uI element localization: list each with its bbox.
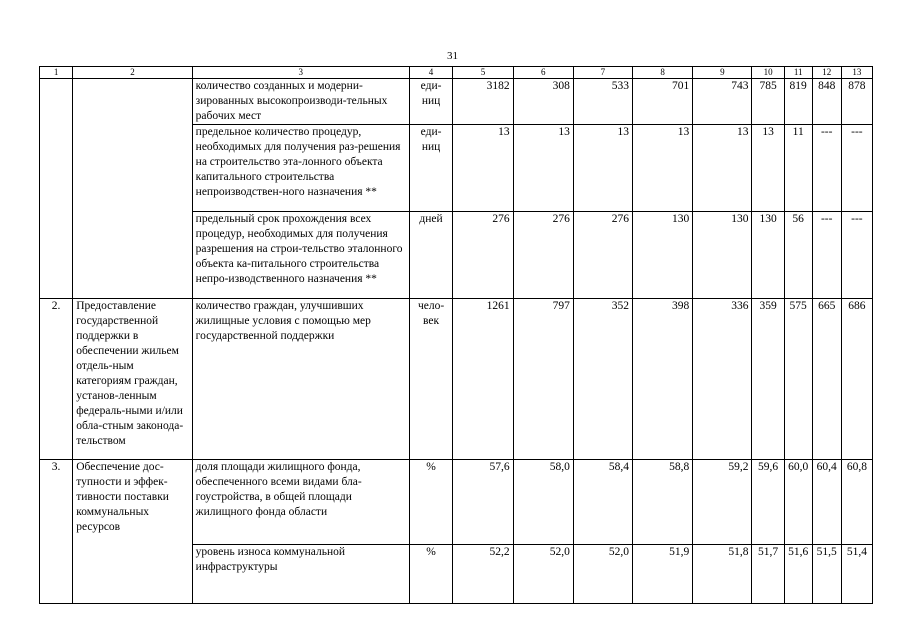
indicators-table (39, 66, 873, 604)
value-cell: --- (841, 125, 872, 212)
value-cell: 276 (453, 212, 513, 299)
value-cell: 797 (513, 299, 573, 460)
value-cell: 398 (633, 299, 693, 460)
value-cell: 60,4 (812, 460, 841, 545)
row-number: 3. (40, 460, 73, 604)
goal-cell: Предоставление государственной поддержки в обеспечении жильем отдель-ным категориям граждан, установ-ленным федераль-ными и/или обла-стным законода-тельством (73, 299, 192, 460)
header-cell: 3 (192, 67, 409, 79)
header-cell: 13 (841, 67, 872, 79)
header-cell: 2 (73, 67, 192, 79)
table-row (40, 460, 873, 545)
value-cell: 59,6 (752, 460, 784, 545)
value-cell: 59,2 (693, 460, 752, 545)
header-cell: 7 (573, 67, 632, 79)
value-cell: 51,8 (693, 545, 752, 604)
value-cell: 58,0 (513, 460, 573, 545)
value-cell: 819 (784, 79, 812, 125)
value-cell: 785 (752, 79, 784, 125)
value-cell: 701 (633, 79, 693, 125)
header-cell: 11 (784, 67, 812, 79)
value-cell: 52,2 (453, 545, 513, 604)
unit-cell: чело-век (409, 299, 453, 460)
table-row (40, 299, 873, 460)
header-cell: 12 (812, 67, 841, 79)
indicator-cell: предельное количество процедур, необходимых для получения раз-решения на строительство эта-лонного объекта капитального строительства непроизводствен-ного назначения ** (192, 125, 409, 212)
value-cell: 13 (633, 125, 693, 212)
value-cell: 13 (453, 125, 513, 212)
value-cell: 359 (752, 299, 784, 460)
goal-cell: Обеспечение дос-тупности и эффек-тивности поставки коммунальных ресурсов (73, 460, 192, 604)
value-cell: 13 (573, 125, 632, 212)
value-cell: 51,7 (752, 545, 784, 604)
value-cell: --- (812, 212, 841, 299)
header-cell: 1 (40, 67, 73, 79)
indicator-cell: предельный срок прохождения всех процедур, необходимых для получения разрешения на строи-тельство эталонного объекта ка-питального строительства непро-изводственного назначения ** (192, 212, 409, 299)
header-cell: 8 (633, 67, 693, 79)
value-cell: 1261 (453, 299, 513, 460)
unit-cell: % (409, 545, 453, 604)
indicator-cell: уровень износа коммунальной инфраструктуры (192, 545, 409, 604)
value-cell: 3182 (453, 79, 513, 125)
value-cell: 58,4 (573, 460, 632, 545)
value-cell: 130 (633, 212, 693, 299)
value-cell: 56 (784, 212, 812, 299)
row-number: 2. (40, 299, 73, 460)
value-cell: 308 (513, 79, 573, 125)
unit-cell: еди-ниц (409, 79, 453, 125)
value-cell: 130 (693, 212, 752, 299)
value-cell: 665 (812, 299, 841, 460)
indicator-cell: доля площади жилищного фонда, обеспеченного всеми видами бла-гоустройства, в общей площади жилищного фонда области (192, 460, 409, 545)
indicator-cell: количество созданных и модерни-зированных высокопроизводи-тельных рабочих мест (192, 79, 409, 125)
value-cell: 878 (841, 79, 872, 125)
value-cell: --- (841, 212, 872, 299)
unit-cell: дней (409, 212, 453, 299)
header-cell: 6 (513, 67, 573, 79)
value-cell: 51,6 (784, 545, 812, 604)
value-cell: 60,8 (841, 460, 872, 545)
row-number (40, 79, 73, 299)
header-cell: 9 (693, 67, 752, 79)
value-cell: 51,9 (633, 545, 693, 604)
value-cell: 51,5 (812, 545, 841, 604)
value-cell: 276 (513, 212, 573, 299)
table-row (40, 79, 873, 125)
value-cell: 60,0 (784, 460, 812, 545)
value-cell: --- (812, 125, 841, 212)
value-cell: 575 (784, 299, 812, 460)
value-cell: 58,8 (633, 460, 693, 545)
value-cell: 743 (693, 79, 752, 125)
page-number: 31 (447, 50, 458, 62)
value-cell: 848 (812, 79, 841, 125)
value-cell: 52,0 (573, 545, 632, 604)
value-cell: 533 (573, 79, 632, 125)
value-cell: 13 (513, 125, 573, 212)
column-number-row (40, 67, 873, 79)
value-cell: 13 (752, 125, 784, 212)
goal-cell (73, 79, 192, 299)
header-cell: 5 (453, 67, 513, 79)
unit-cell: % (409, 460, 453, 545)
header-cell: 4 (409, 67, 453, 79)
indicator-cell: количество граждан, улучшивших жилищные условия с помощью мер государственной поддержки (192, 299, 409, 460)
value-cell: 130 (752, 212, 784, 299)
value-cell: 52,0 (513, 545, 573, 604)
value-cell: 352 (573, 299, 632, 460)
value-cell: 336 (693, 299, 752, 460)
value-cell: 276 (573, 212, 632, 299)
value-cell: 686 (841, 299, 872, 460)
value-cell: 13 (693, 125, 752, 212)
value-cell: 57,6 (453, 460, 513, 545)
value-cell: 11 (784, 125, 812, 212)
value-cell: 51,4 (841, 545, 872, 604)
header-cell: 10 (752, 67, 784, 79)
unit-cell: еди-ниц (409, 125, 453, 212)
